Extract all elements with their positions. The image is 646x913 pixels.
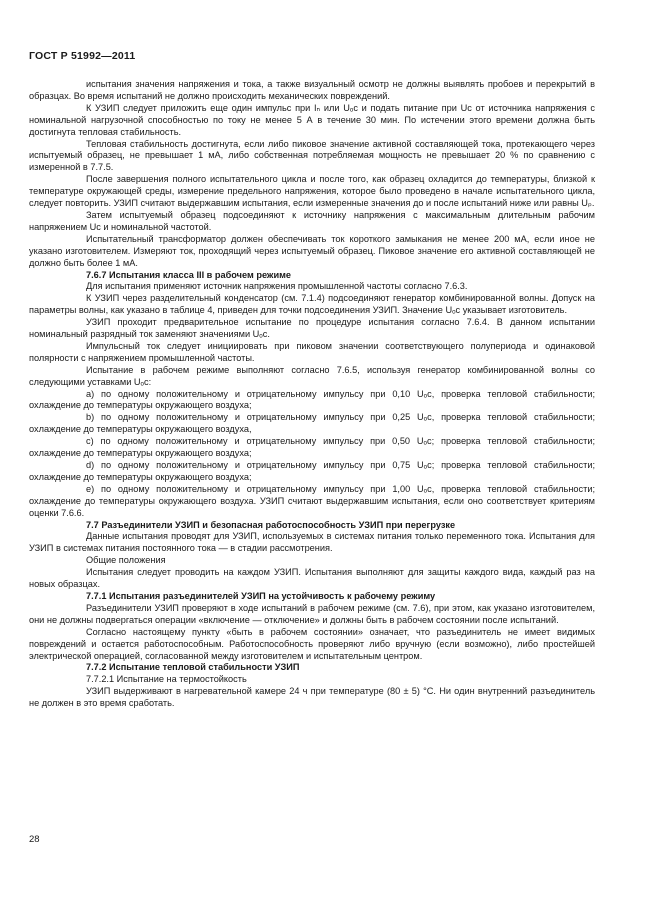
paragraph: Импульсный ток следует инициировать при пиковом значении соответствующего полупериода и одинаковой полярности с напряжением промышленной частоты. xyxy=(29,340,595,363)
section-heading: 7.7 Разъединители УЗИП и безопасная работоспособность УЗИП при перегрузке xyxy=(86,519,456,530)
paragraph: a) по одному положительному и отрицательному импульсу при 0,10 Uₒc, проверка тепловой стабильности; охлаждение до температуры окружающего воздуха; xyxy=(29,388,595,411)
paragraph: e) по одному положительному и отрицательному импульсу при 1,00 Uₒc, проверка тепловой стабильности; охлаждение до температуры окружающего воздуха. УЗИП считают выдержавшим испытания, если оно соответствует критериям оценки 7.6.6. xyxy=(29,483,595,518)
paragraph: К УЗИП через разделительный конденсатор (см. 7.1.4) подсоединяют генератор комбинированной волны. Допуск на параметры волны, как указано в таблице 4, приведен для точки подсоединения УЗИП. Значение Uₒc указывает изготовитель. xyxy=(29,293,595,316)
paragraph: c) по одному положительному и отрицательному импульсу при 0,50 Uₒc; проверка тепловой стабильности; охлаждение до температуры окружающего воздуха; xyxy=(29,436,595,459)
paragraph: После завершения полного испытательного цикла и после того, как образец охладится до температуры, близкой к температуре окружающей среды, измерение предельного напряжения, которое было проведено в начале испытательного цикла, следует повторить. УЗИП считают выдержавшим испытания, если измеренные значения до и после испытаний ниже или равны Uₚ. xyxy=(29,174,595,209)
paragraph: Тепловая стабильность достигнута, если либо пиковое значение активной составляющей тока, протекающего через испытуемый образец, не превышает 1 мА, либо собственная потребляемая мощность не превышает 20 % по сравнению с измеренной в 7.7.5. xyxy=(29,138,595,173)
paragraph: Разъединители УЗИП проверяют в ходе испытаний в рабочем режиме (см. 7.6), при этом, как указано изготовителем, они не должны подвергаться операции «включение — отключение» и должны быть в рабочем состоянии после испытаний. xyxy=(29,602,595,625)
paragraph: испытания значения напряжения и тока, а также визуальный осмотр не должны выявлять пробоев и перекрытий в образцах. Во время испытаний не должно происходить механических повреждений. xyxy=(29,79,595,101)
page-content xyxy=(29,79,595,710)
paragraph: УЗИП проходит предварительное испытание по процедуре испытания согласно 7.6.4. В данном испытании номинальный разрядный ток заменяют значениями Uₒc. xyxy=(29,317,595,340)
section-heading: 7.7.1 Испытания разъединителей УЗИП на устойчивость к рабочему режиму xyxy=(86,590,436,601)
paragraph: Для испытания применяют источник напряжения промышленной частоты согласно 7.6.3. xyxy=(86,281,468,292)
paragraph: К УЗИП следует приложить еще один импульс при Iₙ или Uₒc и подать питание при Uc от источника напряжения с номинальной нагрузочной способностью по току не менее 5 А в течение 30 мин. По истечении этого времени должна быть достигнута тепловая стабильность. xyxy=(29,102,595,137)
paragraph: 7.7.2.1 Испытание на термостойкость xyxy=(86,674,247,685)
paragraph: b) по одному положительному и отрицательному импульсу при 0,25 Uₒc, проверка тепловой стабильности; охлаждение до температуры окружающего воздуха, xyxy=(29,412,595,435)
paragraph: Испытательный трансформатор должен обеспечивать ток короткого замыкания не менее 200 мА, если иное не указано изготовителем. Измеряют ток, проходящий через испытуемый образец. Пиковое значение его активной составляющей не должно быть более 1 мА. xyxy=(29,233,595,268)
paragraph: Затем испытуемый образец подсоединяют к источнику напряжения с максимальным длительным рабочим напряжением Uc и номинальной частотой. xyxy=(29,209,595,232)
page-header: ГОСТ Р 51992—2011 xyxy=(29,50,136,62)
paragraph: d) по одному положительному и отрицательному импульсу при 0,75 Uₒc; проверка тепловой стабильности; охлаждение до температуры окружающего воздуха; xyxy=(29,460,595,482)
section-heading: 7.7.2 Испытание тепловой стабильности УЗИП xyxy=(86,662,300,673)
section-heading: 7.6.7 Испытания класса III в рабочем режиме xyxy=(86,269,291,280)
page-number: 28 xyxy=(29,834,40,845)
paragraph: Испытание в рабочем режиме выполняют согласно 7.6.5, используя генератор комбинированной волны со следующими уставками Uₒc: xyxy=(29,364,595,387)
paragraph: УЗИП выдерживают в нагревательной камере 24 ч при температуре (80 ± 5) °С. Ни один внутренний разъединитель не должен в это время сработать. xyxy=(29,686,595,709)
paragraph: Испытания следует проводить на каждом УЗИП. Испытания выполняют для защиты каждого вида, каждый раз на новых образцах. xyxy=(29,567,595,590)
paragraph: Данные испытания проводят для УЗИП, используемых в системах питания только переменного тока. Испытания для УЗИП в системах питания постоянного тока — в стадии рассмотрения. xyxy=(29,531,595,554)
paragraph: Общие положения xyxy=(86,555,166,566)
paragraph: Согласно настоящему пункту «быть в рабочем состоянии» означает, что разъединитель не имеет видимых повреждений и остается работоспособным. Работоспособность проверяют либо вручную (если возможно), либо простейшей электрической операцией, согласованной между изготовителем и испытательным центром. xyxy=(29,626,595,661)
